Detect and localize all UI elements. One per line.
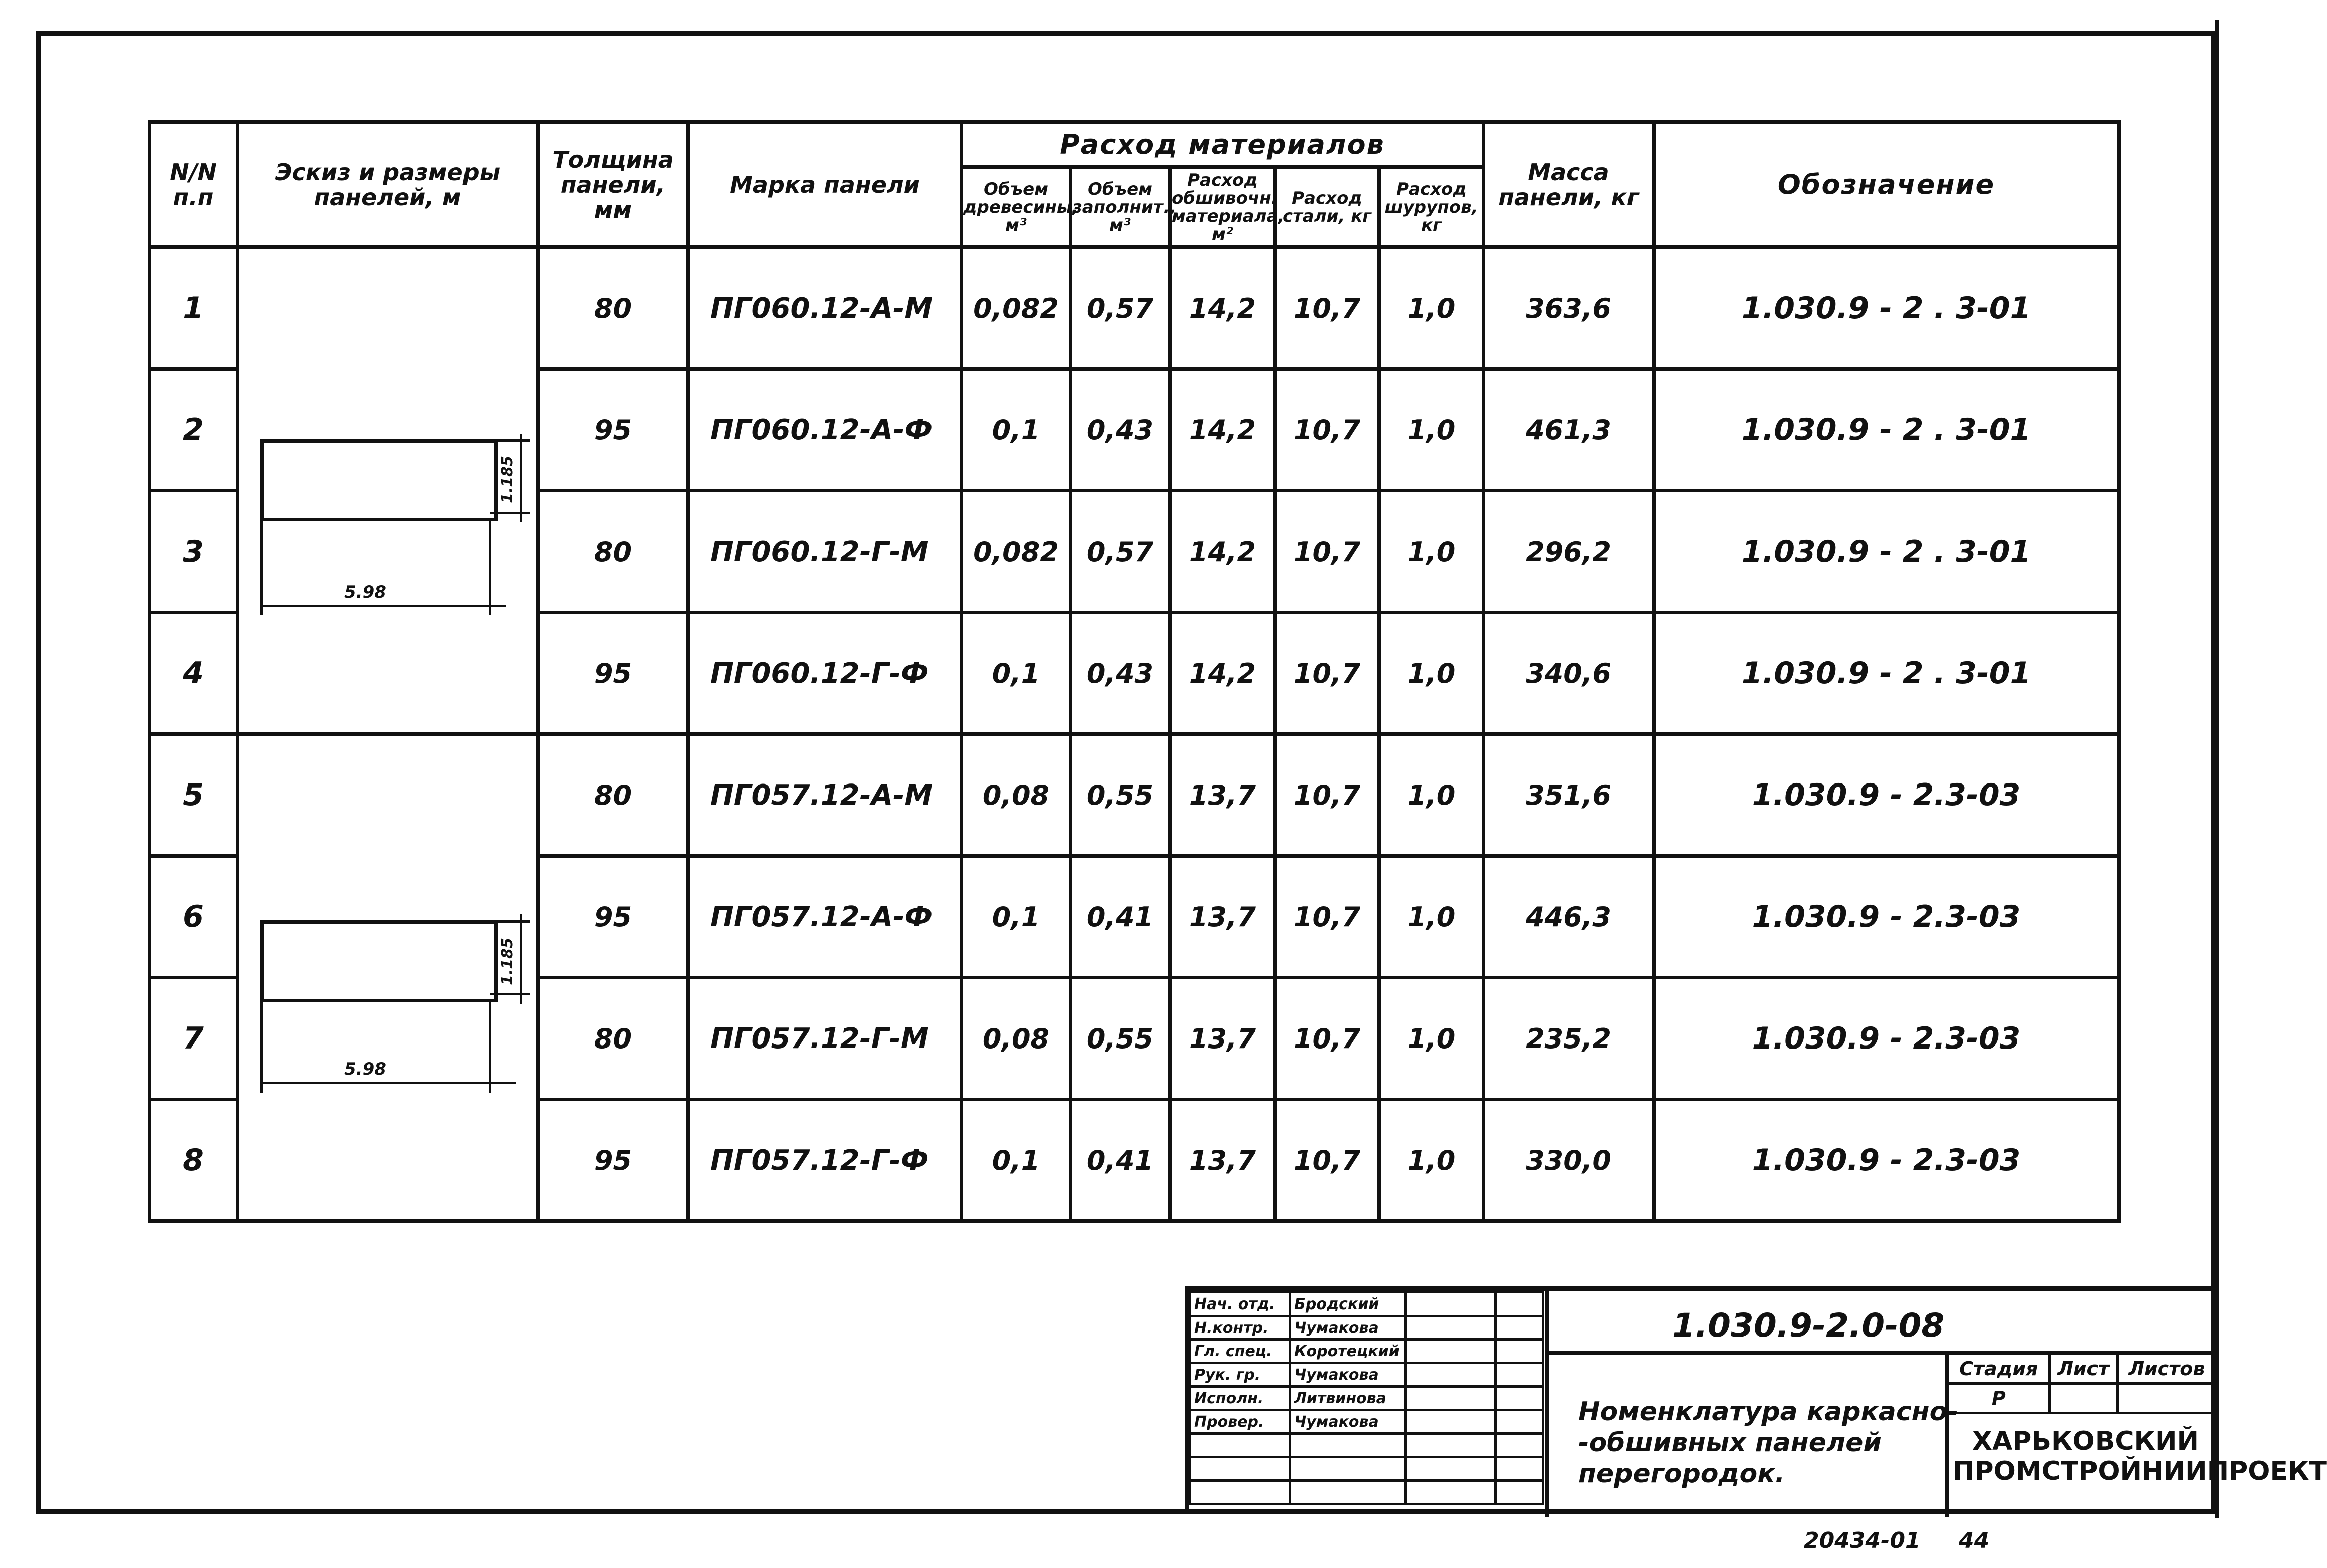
row-num: 1 — [150, 247, 238, 369]
dimension-tick — [490, 993, 530, 995]
row-thickness: 95 — [538, 1100, 688, 1221]
row-num: 2 — [150, 369, 238, 491]
row-sheathing: 13,7 — [1170, 978, 1275, 1100]
row-num: 8 — [150, 1100, 238, 1221]
signature — [1406, 1316, 1496, 1340]
row-designation: 1.030.9 - 2 . 3-01 — [1654, 491, 2119, 613]
row-designation: 1.030.9 - 2 . 3-01 — [1654, 247, 2119, 369]
date-cell — [1496, 1292, 1543, 1316]
signature — [1406, 1387, 1496, 1410]
sheets-value — [2117, 1384, 2216, 1413]
dimension-tick — [490, 920, 530, 923]
signer-name: Литвинова — [1290, 1387, 1406, 1410]
header-num: N/N п.п — [150, 122, 238, 247]
panel-width-label: 5.98 — [344, 1059, 386, 1079]
row-mass: 340,6 — [1484, 613, 1654, 734]
role-label: Гл. спец. — [1190, 1340, 1290, 1363]
row-mark: ПГ060.12-А-М — [688, 247, 962, 369]
dimension-tick — [260, 1000, 263, 1093]
empty-cell — [1496, 1434, 1543, 1457]
row-thickness: 80 — [538, 978, 688, 1100]
row-thickness: 95 — [538, 369, 688, 491]
title-line: перегородок. — [1578, 1459, 1785, 1489]
row-steel: 10,7 — [1275, 1100, 1379, 1221]
org-line: ХАРЬКОВСКИЙ — [1972, 1426, 2199, 1456]
dimension-tick — [490, 512, 530, 514]
row-mark: ПГ057.12-А-Ф — [688, 856, 962, 978]
row-thickness: 80 — [538, 247, 688, 369]
row-fill: 0,43 — [1071, 613, 1170, 734]
page-number: 44 — [1959, 1528, 1990, 1553]
row-steel: 10,7 — [1275, 856, 1379, 978]
dimension-line — [260, 605, 506, 607]
row-mark: ПГ057.12-Г-Ф — [688, 1100, 962, 1221]
header-mark: Марка панели — [688, 122, 962, 247]
row-wood: 0,082 — [962, 247, 1071, 369]
row-wood: 0,1 — [962, 856, 1071, 978]
row-designation: 1.030.9 - 2.3-03 — [1654, 1100, 2119, 1221]
signature — [1406, 1292, 1496, 1316]
document-code: 1.030.9-2.0-08 — [1672, 1306, 1945, 1345]
row-steel: 10,7 — [1275, 613, 1379, 734]
stage-value: Р — [1948, 1384, 2050, 1413]
row-wood: 0,08 — [962, 978, 1071, 1100]
row-mark: ПГ057.12-А-М — [688, 734, 962, 856]
empty-cell — [1406, 1434, 1496, 1457]
date-cell — [1496, 1363, 1543, 1387]
row-screws: 1,0 — [1379, 369, 1484, 491]
header-sheathing: Расход обшивочн. материала, м² — [1170, 167, 1275, 247]
empty-cell — [1406, 1481, 1496, 1504]
organization-name — [1953, 1426, 2327, 1486]
row-screws: 1,0 — [1379, 856, 1484, 978]
panel-outline — [260, 439, 498, 521]
row-sheathing: 14,2 — [1170, 369, 1275, 491]
archive-footer — [1804, 1528, 1989, 1553]
title-block-divider — [1545, 1291, 1549, 1517]
row-mass: 330,0 — [1484, 1100, 1654, 1221]
row-fill: 0,43 — [1071, 369, 1170, 491]
role-label: Исполн. — [1190, 1387, 1290, 1410]
row-thickness: 95 — [538, 856, 688, 978]
header-steel: Расход стали, кг — [1275, 167, 1379, 247]
row-mass: 461,3 — [1484, 369, 1654, 491]
title-line: Номенклатура каркасно- — [1578, 1397, 1958, 1427]
header-wood: Объем древесины, м³ — [962, 167, 1071, 247]
row-steel: 10,7 — [1275, 978, 1379, 1100]
row-wood: 0,082 — [962, 491, 1071, 613]
row-thickness: 80 — [538, 491, 688, 613]
archive-number: 20434-01 — [1804, 1528, 1921, 1553]
row-wood: 0,08 — [962, 734, 1071, 856]
empty-cell — [1190, 1481, 1290, 1504]
signer-name: Чумакова — [1290, 1363, 1406, 1387]
row-num: 6 — [150, 856, 238, 978]
empty-cell — [1496, 1481, 1543, 1504]
empty-cell — [1190, 1457, 1290, 1481]
row-screws: 1,0 — [1379, 734, 1484, 856]
panel-height-label: 1.185 — [499, 938, 516, 985]
row-mass: 296,2 — [1484, 491, 1654, 613]
dimension-tick — [260, 519, 263, 615]
row-wood: 0,1 — [962, 1100, 1071, 1221]
empty-cell — [1496, 1457, 1543, 1481]
signer-name: Коротецкий — [1290, 1340, 1406, 1363]
role-label: Провер. — [1190, 1410, 1290, 1434]
row-thickness: 80 — [538, 734, 688, 856]
row-mark: ПГ060.12-Г-М — [688, 491, 962, 613]
sheet-label: Лист — [2049, 1354, 2117, 1384]
row-designation: 1.030.9 - 2 . 3-01 — [1654, 369, 2119, 491]
signature — [1406, 1410, 1496, 1434]
row-mark: ПГ060.12-Г-Ф — [688, 613, 962, 734]
row-wood: 0,1 — [962, 369, 1071, 491]
date-cell — [1496, 1387, 1543, 1410]
row-fill: 0,41 — [1071, 856, 1170, 978]
empty-cell — [1406, 1457, 1496, 1481]
row-sheathing: 14,2 — [1170, 247, 1275, 369]
empty-cell — [1190, 1434, 1290, 1457]
row-mass: 446,3 — [1484, 856, 1654, 978]
panel-height-label: 1.185 — [499, 456, 516, 503]
title-line: -обшивных панелей — [1578, 1428, 1882, 1458]
panel-outline — [260, 920, 498, 1002]
row-screws: 1,0 — [1379, 613, 1484, 734]
stage-label: Стадия — [1948, 1354, 2050, 1384]
dimension-tick — [490, 439, 530, 442]
date-cell — [1496, 1410, 1543, 1434]
header-consumption: Расход материалов — [962, 122, 1484, 167]
empty-cell — [1290, 1481, 1406, 1504]
row-designation: 1.030.9 - 2 . 3-01 — [1654, 613, 2119, 734]
panel-sketch-057 — [238, 734, 538, 1221]
row-steel: 10,7 — [1275, 734, 1379, 856]
row-steel: 10,7 — [1275, 491, 1379, 613]
role-label: Нач. отд. — [1190, 1292, 1290, 1316]
row-num: 3 — [150, 491, 238, 613]
title-block — [1185, 1286, 2327, 1513]
empty-cell — [1290, 1434, 1406, 1457]
row-sheathing: 14,2 — [1170, 613, 1275, 734]
header-screws: Расход шурупов, кг — [1379, 167, 1484, 247]
header-sketch: Эскиз и размеры панелей, м — [238, 122, 538, 247]
row-screws: 1,0 — [1379, 978, 1484, 1100]
header-mass: Масса панели, кг — [1484, 122, 1654, 247]
header-designation: Обозначение — [1654, 122, 2119, 247]
row-wood: 0,1 — [962, 613, 1071, 734]
row-steel: 10,7 — [1275, 247, 1379, 369]
header-fill: Объем заполнит., м³ — [1071, 167, 1170, 247]
sheet-value — [2049, 1384, 2117, 1413]
row-designation: 1.030.9 - 2.3-03 — [1654, 856, 2119, 978]
header-thickness: Толщина панели, мм — [538, 122, 688, 247]
signature-grid — [1189, 1291, 1544, 1505]
row-num: 4 — [150, 613, 238, 734]
row-mass: 351,6 — [1484, 734, 1654, 856]
row-fill: 0,57 — [1071, 247, 1170, 369]
dimension-tick — [489, 519, 491, 615]
row-sheathing: 13,7 — [1170, 734, 1275, 856]
stage-table — [1947, 1353, 2217, 1414]
row-fill: 0,55 — [1071, 734, 1170, 856]
empty-cell — [1290, 1457, 1406, 1481]
panel-nomenclature-table — [148, 120, 2121, 1223]
row-screws: 1,0 — [1379, 1100, 1484, 1221]
row-fill: 0,55 — [1071, 978, 1170, 1100]
dimension-tick — [489, 1000, 491, 1093]
row-sheathing: 13,7 — [1170, 856, 1275, 978]
row-fill: 0,41 — [1071, 1100, 1170, 1221]
row-designation: 1.030.9 - 2.3-03 — [1654, 734, 2119, 856]
dimension-line — [520, 434, 522, 522]
date-cell — [1496, 1340, 1543, 1363]
signer-name: Чумакова — [1290, 1316, 1406, 1340]
document-title — [1578, 1396, 1958, 1489]
row-mass: 235,2 — [1484, 978, 1654, 1100]
sheets-label: Листов — [2117, 1354, 2216, 1384]
row-screws: 1,0 — [1379, 247, 1484, 369]
role-label: Рук. гр. — [1190, 1363, 1290, 1387]
row-steel: 10,7 — [1275, 369, 1379, 491]
dimension-line — [520, 914, 522, 1004]
org-line: ПРОМСТРОЙНИИПРОЕКТ — [1953, 1456, 2327, 1486]
row-fill: 0,57 — [1071, 491, 1170, 613]
signature — [1406, 1340, 1496, 1363]
row-designation: 1.030.9 - 2.3-03 — [1654, 978, 2119, 1100]
panel-width-label: 5.98 — [344, 582, 386, 602]
signer-name: Бродский — [1290, 1292, 1406, 1316]
table-row — [150, 247, 2119, 369]
row-num: 5 — [150, 734, 238, 856]
row-num: 7 — [150, 978, 238, 1100]
date-cell — [1496, 1316, 1543, 1340]
signer-name: Чумакова — [1290, 1410, 1406, 1434]
dimension-line — [260, 1082, 516, 1084]
row-mark: ПГ057.12-Г-М — [688, 978, 962, 1100]
panel-sketch-060 — [238, 247, 538, 734]
signature — [1406, 1363, 1496, 1387]
row-screws: 1,0 — [1379, 491, 1484, 613]
role-label: Н.контр. — [1190, 1316, 1290, 1340]
row-mass: 363,6 — [1484, 247, 1654, 369]
row-mark: ПГ060.12-А-Ф — [688, 369, 962, 491]
row-thickness: 95 — [538, 613, 688, 734]
table-row — [150, 734, 2119, 856]
row-sheathing: 14,2 — [1170, 491, 1275, 613]
row-sheathing: 13,7 — [1170, 1100, 1275, 1221]
